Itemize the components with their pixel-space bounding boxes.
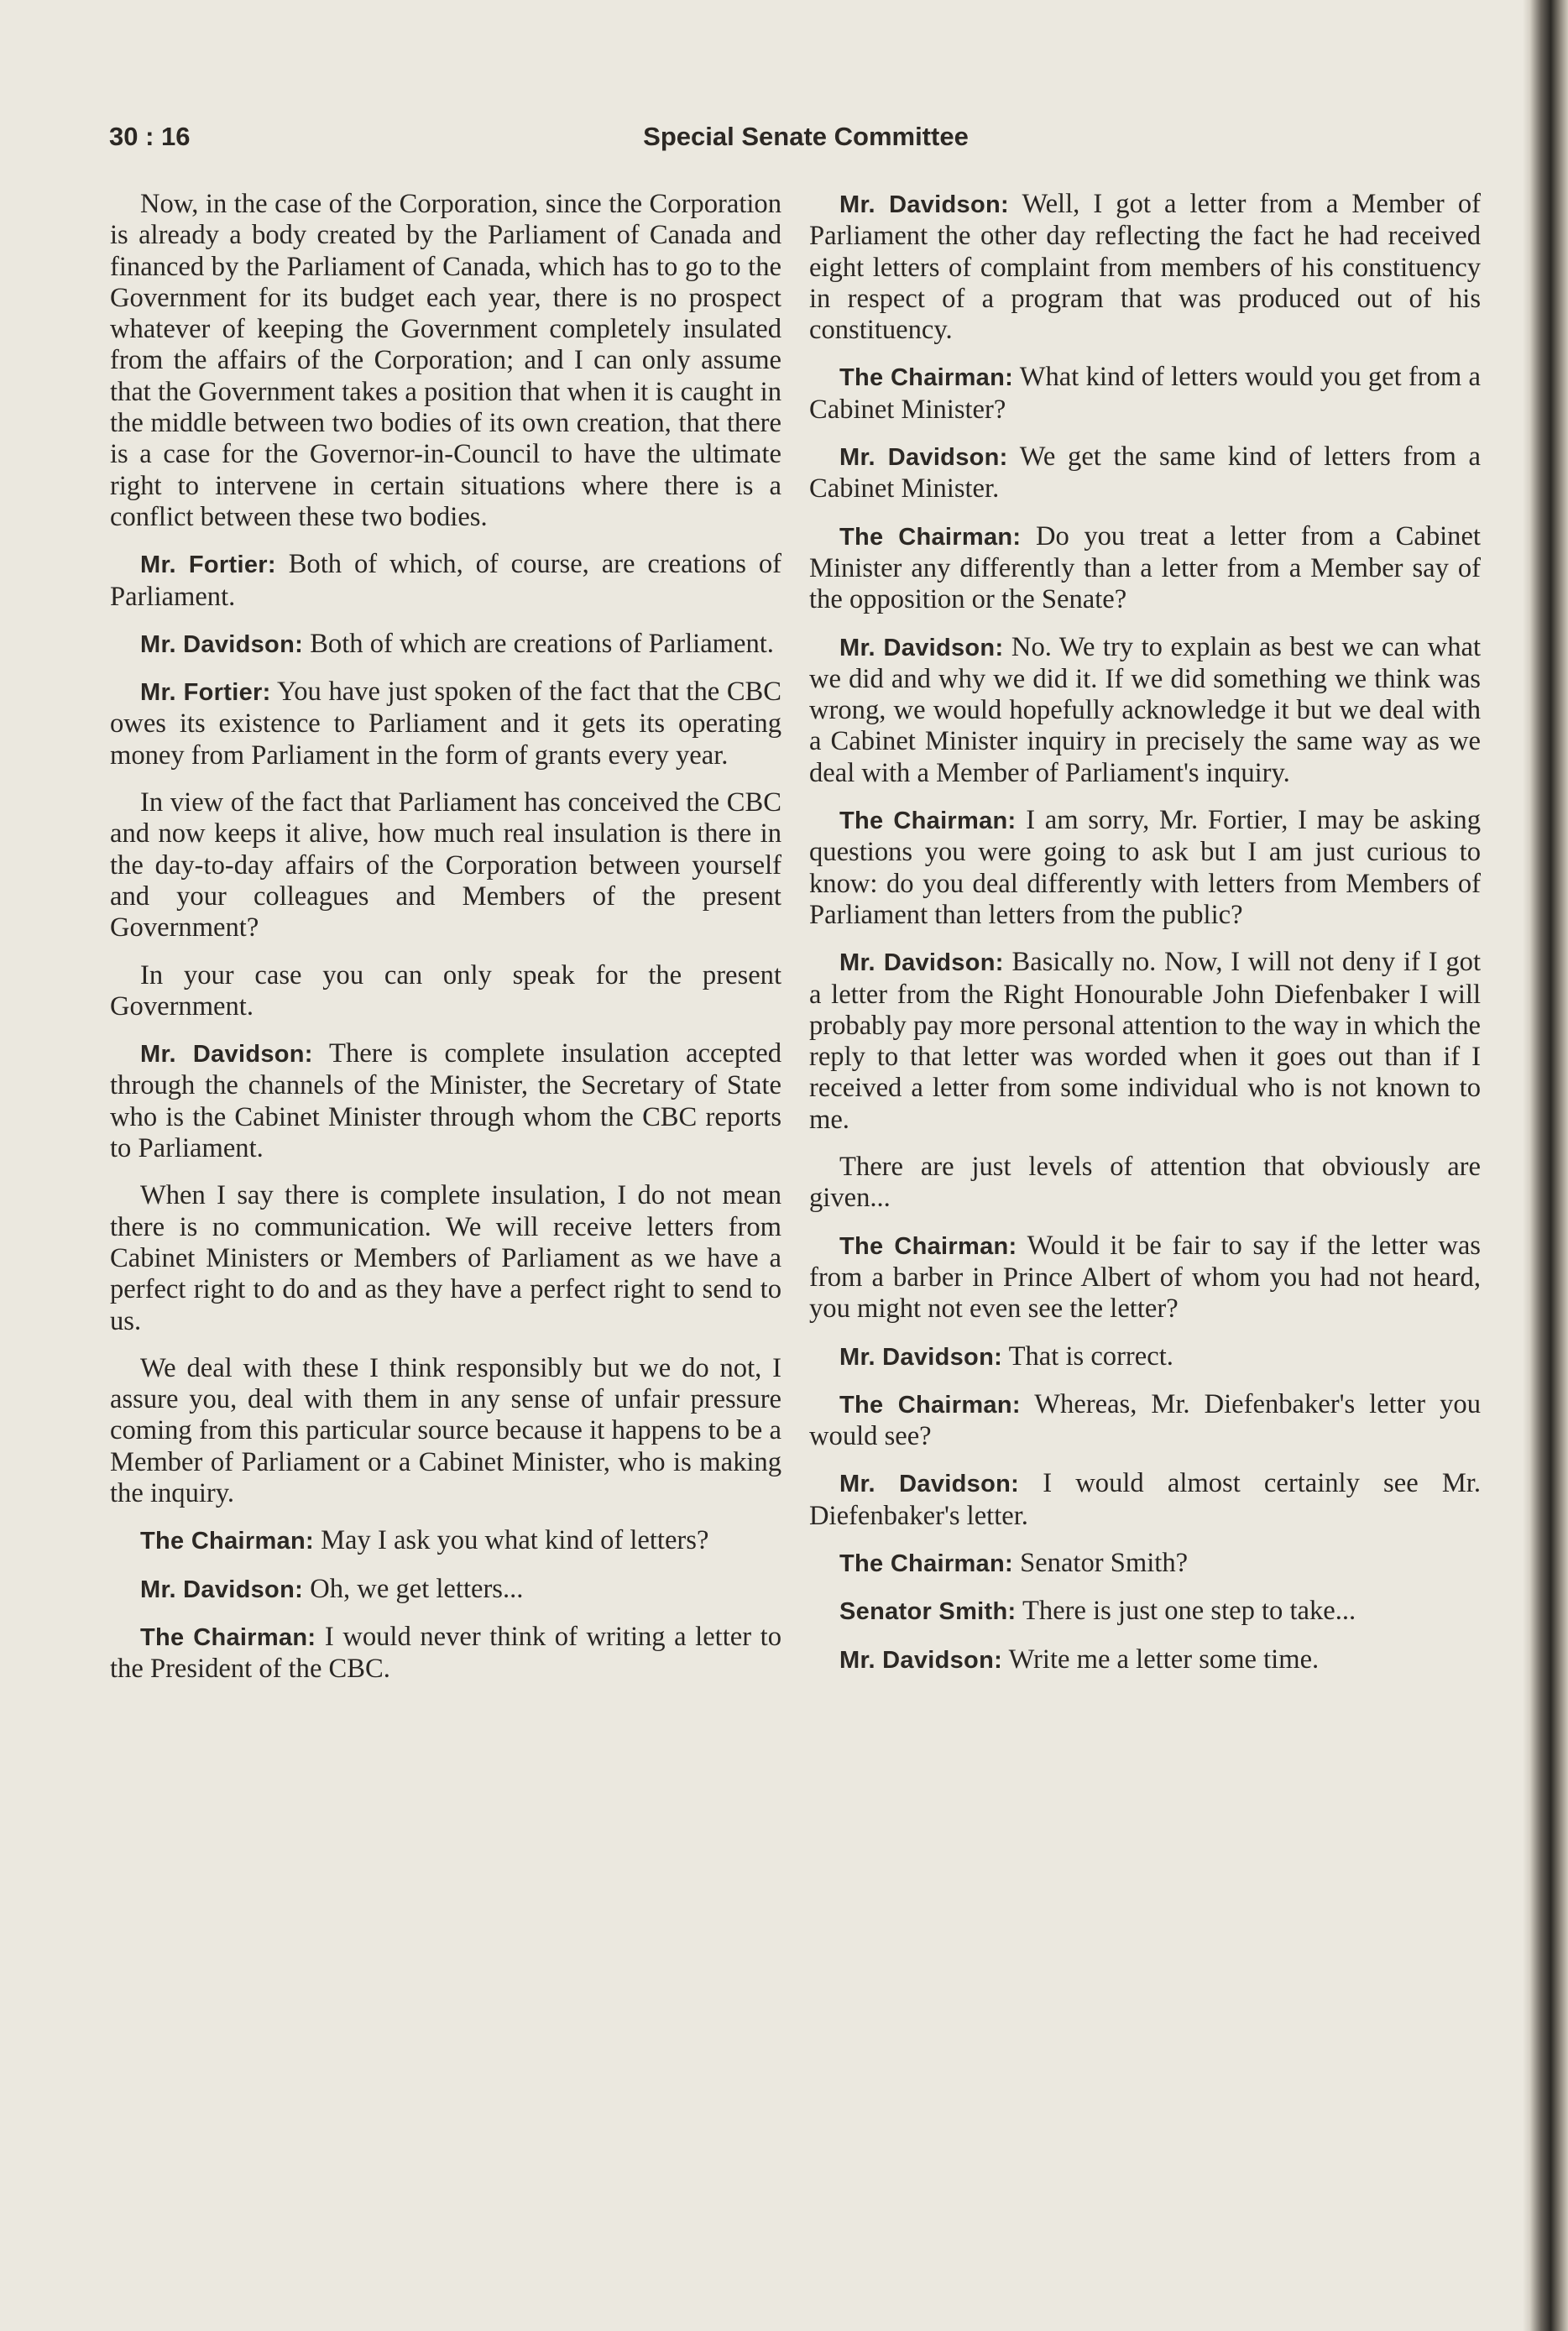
speaker-name: The Chairman: [140, 1623, 316, 1651]
paragraph-text: I would never think of writing a letter to the President of the CBC. [110, 1621, 781, 1685]
speaker-name: Mr. Fortier: [140, 679, 271, 707]
paragraph-text: In your case you can only speak for the present Government. [110, 959, 781, 1022]
speaker-name: The Chairman: [839, 523, 1022, 551]
speaker-name: The Chairman: [839, 1232, 1017, 1260]
speaker-name: Mr. Davidson: [140, 1576, 304, 1603]
speaker-name: Mr. Davidson: [839, 1343, 1003, 1371]
speaker-name: The Chairman: [839, 1391, 1021, 1419]
left-column [110, 189, 781, 1701]
paragraph-text: Write me a letter some time. [1008, 1644, 1320, 1675]
paragraph-text: I would almost certainly see Mr. Diefenbaker's letter. [809, 1468, 1481, 1531]
speaker-name: Mr. Davidson: [839, 949, 1004, 977]
paragraph-text: Now, in the case of the Corporation, since the Corporation is already a body created by the Parliament of Canada and financed by the Parliament of Canada, which has to go to the Government for its budget each year, there is no prospect whatever of keeping the Government completely insulated from the affairs of the Corporation; and I can only assume that the Government takes a position that when it is caught in the middle between two bodies of its own creation, that there is a case for the Governor-in-Council to have the ultimate right to intervene in certain situations where there is a conflict between these two bodies. [110, 189, 781, 532]
transcript-paragraph [809, 947, 1481, 1136]
right-column [809, 189, 1481, 1692]
transcript-paragraph [809, 632, 1481, 789]
speaker-name: Mr. Davidson: [140, 1041, 313, 1069]
transcript-paragraph [809, 1468, 1481, 1532]
paragraph-text: We get the same kind of letters from a Cabinet Minister. [809, 442, 1481, 504]
paragraph-text: When I say there is complete insulation, I do not mean there is no communication. We will receive letters from Cabinet Ministers or Members of Parliament as we have a perfect right to do and as they have a perfect right to send to us. [110, 1180, 781, 1336]
paragraph-text: You have just spoken of the fact that the CBC owes its existence to Parliament and it gets its operating money from Parliament in the form of grants every year. [110, 677, 782, 771]
transcript-paragraph [809, 1389, 1481, 1453]
paragraph-text: No. We try to explain as best we can what we did and why we did it. If we did something we think was wrong, we would hopefully acknowledge it but we deal with a Cabinet Minister inquiry in precisely the same way as we deal with a Member of Parliament's inquiry. [809, 631, 1481, 788]
transcript-paragraph [110, 787, 781, 943]
paragraph-text: What kind of letters would you get from a Cabinet Minister? [809, 362, 1481, 425]
speaker-name: Mr. Davidson: [839, 191, 1009, 218]
transcript-paragraph [809, 362, 1481, 426]
paragraph-text: May I ask you what kind of letters? [321, 1525, 709, 1556]
transcript-paragraph [809, 1644, 1481, 1676]
speaker-name: Mr. Davidson: [839, 634, 1004, 661]
page-header [109, 122, 1477, 164]
paragraph-text: Do you treat a letter from a Cabinet Minister any differently than a letter from a Member say of the opposition or the Senate? [809, 520, 1481, 615]
transcript-paragraph [809, 442, 1481, 505]
transcript-paragraph [110, 1525, 781, 1557]
paragraph-text: That is correct. [1008, 1341, 1173, 1372]
paragraph-text: Both of which, of course, are creations of Parliament. [110, 549, 781, 612]
transcript-paragraph [809, 1596, 1481, 1628]
transcript-paragraph [809, 1231, 1481, 1325]
book-spine [1529, 0, 1568, 2331]
paragraph-text: There is just one step to take... [1022, 1596, 1356, 1627]
transcript-paragraph [809, 1341, 1481, 1373]
paragraph-text: Well, I got a letter from a Member of Parliament the other day reflecting the fact he had received eight letters of complaint from members of his constituency in respect of a program that was produced out of his constituency. [809, 189, 1481, 346]
transcript-paragraph [110, 1038, 781, 1164]
transcript-paragraph [110, 1622, 781, 1686]
speaker-name: Mr. Fortier: [140, 551, 276, 579]
paragraph-text: Senator Smith? [1020, 1547, 1189, 1578]
transcript-paragraph [110, 1180, 781, 1336]
paragraph-text: In view of the fact that Parliament has conceived the CBC and now keeps it alive, how much real insulation is there in the day-to-day affairs of the Corporation between yourself and your colleagues and Members of the present Government? [110, 787, 781, 943]
page-edge-shadow [1523, 0, 1529, 2331]
paragraph-text: Whereas, Mr. Diefenbaker's letter you would see? [809, 1388, 1481, 1452]
transcript-paragraph [110, 1353, 781, 1509]
speaker-name: The Chairman: [839, 364, 1014, 392]
transcript-paragraph [110, 677, 781, 771]
transcript-paragraph [110, 549, 781, 613]
speaker-name: The Chairman: [839, 807, 1017, 835]
paragraph-text: I am sorry, Mr. Fortier, I may be asking questions you were going to ask but I am just curious to know: do you deal differently with letters from Members of Parliament than letters from the public? [809, 805, 1481, 930]
paragraph-text: Basically no. Now, I will not deny if I got a letter from the Right Honourable John Diefenbaker I will probably pay more personal attention to the way in which the reply to that letter was worded when it goes out than if I received a letter from some individual who is not known to me. [809, 947, 1481, 1135]
transcript-paragraph [110, 629, 781, 661]
paragraph-text: Would it be fair to say if the letter was from a barber in Prince Albert of whom you had not heard, you might not even see the letter? [809, 1230, 1481, 1325]
running-title: Special Senate Committee [643, 122, 969, 151]
transcript-paragraph [809, 1548, 1481, 1580]
paragraph-text: We deal with these I think responsibly but we do not, I assure you, deal with them in any sense of unfair pressure coming from this particular source because it happens to be a Member of Parliament or a Cabinet Minister, who is making the inquiry. [110, 1352, 781, 1508]
page-number: 30 : 16 [109, 122, 191, 151]
transcript-paragraph [809, 805, 1481, 931]
paragraph-text: There is complete insulation accepted through the channels of the Minister, the Secretary of State who is the Cabinet Minister through whom the CBC reports to Parliament. [110, 1038, 782, 1164]
speaker-name: The Chairman: [140, 1528, 314, 1555]
speaker-name: Mr. Davidson: [839, 1646, 1003, 1674]
paragraph-text: Both of which are creations of Parliament. [310, 628, 774, 659]
transcript-paragraph [110, 189, 781, 533]
transcript-paragraph [809, 521, 1481, 616]
paragraph-text: There are just levels of attention that obviously are given... [809, 1152, 1481, 1214]
speaker-name: Mr. Davidson: [140, 630, 304, 658]
speaker-name: Mr. Davidson: [839, 444, 1008, 472]
transcript-paragraph [809, 1152, 1481, 1215]
paragraph-text: Oh, we get letters... [310, 1573, 524, 1604]
transcript-paragraph [809, 189, 1481, 346]
transcript-paragraph [110, 1574, 781, 1606]
speaker-name: Mr. Davidson: [839, 1471, 1020, 1498]
speaker-name: Senator Smith: [839, 1598, 1017, 1626]
transcript-paragraph [110, 960, 781, 1023]
speaker-name: The Chairman: [839, 1550, 1013, 1577]
